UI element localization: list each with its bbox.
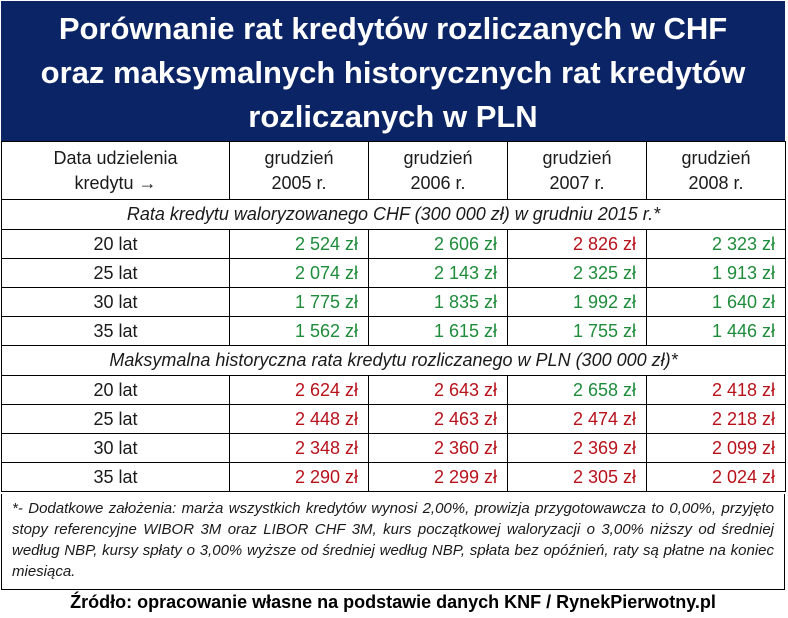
- rate-cell: 2 360 zł: [369, 434, 508, 463]
- table-row: [2, 405, 786, 434]
- rate-cell: 1 992 zł: [508, 288, 647, 317]
- rate-cell: 1 835 zł: [369, 288, 508, 317]
- section-heading-row: [2, 346, 786, 376]
- rate-cell: 2 448 zł: [230, 405, 369, 434]
- rate-cell: 2 624 zł: [230, 376, 369, 405]
- rate-cell: 2 218 zł: [647, 405, 786, 434]
- rate-cell: 2 325 zł: [508, 259, 647, 288]
- table-header-row: [2, 142, 786, 200]
- column-header-line-1: grudzień: [542, 147, 612, 168]
- row-label: 25 lat: [2, 405, 230, 434]
- section-heading-row: [2, 200, 786, 230]
- column-header-2006: [369, 142, 508, 200]
- rate-cell: 1 562 zł: [230, 317, 369, 346]
- rate-cell: 1 615 zł: [369, 317, 508, 346]
- table-row: [2, 317, 786, 346]
- rates-table: [1, 141, 786, 492]
- section-heading: Maksymalna historyczna rata kredytu rozliczanego w PLN (300 000 zł)*: [2, 346, 786, 376]
- rate-cell: 2 463 zł: [369, 405, 508, 434]
- column-header-2007: [508, 142, 647, 200]
- rate-cell: 2 826 zł: [508, 230, 647, 259]
- row-label: 35 lat: [2, 463, 230, 492]
- column-header-line-1: grudzień: [681, 147, 751, 168]
- rate-cell: 2 524 zł: [230, 230, 369, 259]
- rate-cell: 2 369 zł: [508, 434, 647, 463]
- rate-cell: 2 418 zł: [647, 376, 786, 405]
- row-label: 25 lat: [2, 259, 230, 288]
- table-row: [2, 434, 786, 463]
- column-header-line-2: 2005 r.: [271, 172, 327, 193]
- row-label: 30 lat: [2, 288, 230, 317]
- row-label-header-line-1: Data udzielenia: [53, 147, 178, 168]
- table-row: [2, 259, 786, 288]
- column-header-line-2: 2006 r.: [410, 172, 466, 193]
- table-row: [2, 288, 786, 317]
- column-header-line-1: grudzień: [264, 147, 334, 168]
- source-credit: Źródło: opracowanie własne na podstawie danych KNF / RynekPierwotny.pl: [70, 592, 716, 612]
- row-label: 35 lat: [2, 317, 230, 346]
- title-line-1: Porównanie rat kredytów rozliczanych w CHF: [58, 11, 728, 46]
- title-line-2: oraz maksymalnych historycznych rat kredytów: [40, 55, 746, 90]
- column-header-line-2: 2008 r.: [688, 172, 744, 193]
- rate-cell: 2 643 zł: [369, 376, 508, 405]
- row-label: 20 lat: [2, 376, 230, 405]
- rate-cell: 2 099 zł: [647, 434, 786, 463]
- rate-cell: 2 290 zł: [230, 463, 369, 492]
- row-label: 20 lat: [2, 230, 230, 259]
- column-header-2005: [230, 142, 369, 200]
- rate-cell: 2 305 zł: [508, 463, 647, 492]
- rate-cell: 2 658 zł: [508, 376, 647, 405]
- rate-cell: 1 640 zł: [647, 288, 786, 317]
- rate-cell: 2 323 zł: [647, 230, 786, 259]
- rate-cell: 2 074 zł: [230, 259, 369, 288]
- rate-cell: 1 755 zł: [508, 317, 647, 346]
- rate-cell: 1 913 zł: [647, 259, 786, 288]
- rates-table-body: [2, 142, 786, 492]
- rate-cell: 2 606 zł: [369, 230, 508, 259]
- title-line-3: rozliczanych w PLN: [248, 99, 538, 134]
- column-header-line-2: 2007 r.: [549, 172, 605, 193]
- rate-cell: 2 024 zł: [647, 463, 786, 492]
- table-row: [2, 230, 786, 259]
- row-label: 30 lat: [2, 434, 230, 463]
- table-row: [2, 463, 786, 492]
- column-header-line-1: grudzień: [403, 147, 473, 168]
- section-heading: Rata kredytu waloryzowanego CHF (300 000 zł) w grudniu 2015 r.*: [2, 200, 786, 230]
- rate-cell: 2 474 zł: [508, 405, 647, 434]
- row-label-header-line-2: kredytu →: [74, 172, 157, 193]
- page-title: [1, 1, 785, 141]
- row-label-header: [2, 142, 230, 200]
- rate-cell: 1 775 zł: [230, 288, 369, 317]
- rate-cell: 2 299 zł: [369, 463, 508, 492]
- rate-cell: 1 446 zł: [647, 317, 786, 346]
- rate-cell: 2 348 zł: [230, 434, 369, 463]
- rate-cell: 2 143 zł: [369, 259, 508, 288]
- table-row: [2, 376, 786, 405]
- column-header-2008: [647, 142, 786, 200]
- footnote: *- Dodatkowe założenia: marża wszystkich kredytów wynosi 2,00%, prowizja przygotowawcza to 0,00%, przyjęto stopy referencyjne WIBOR 3M oraz LIBOR CHF 3M, kurs początkowej waloryzacji o 3,00% niższy od średniej według NBP, kursy spłaty o 3,00% wyższe od średniej według NBP, spłata bez opóźnień, raty są płatne na koniec miesiąca.: [1, 494, 785, 590]
